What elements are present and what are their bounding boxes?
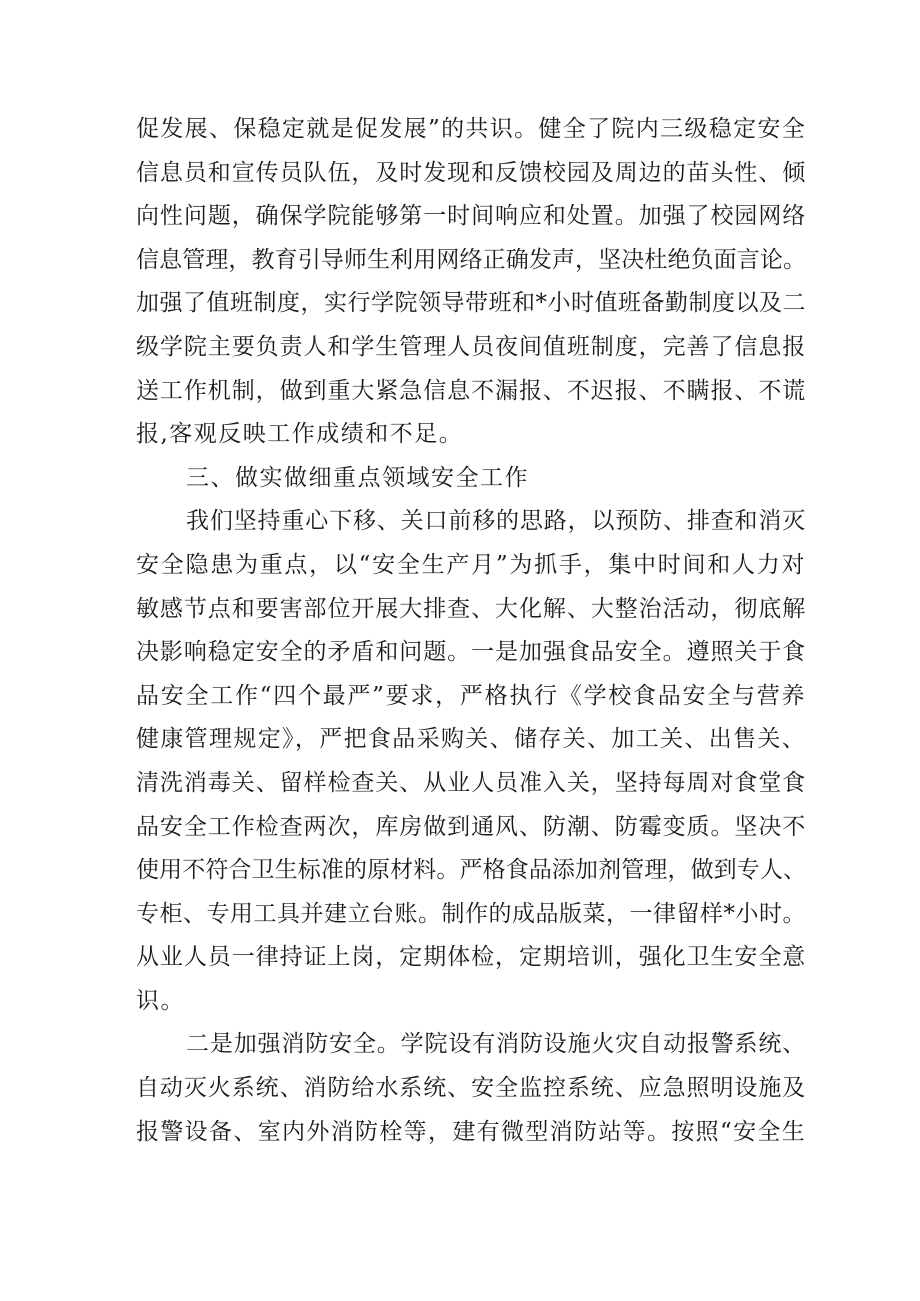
section-heading: 三、做实做细重点领域安全工作 bbox=[186, 464, 529, 491]
text-line: 二是加强消防安全。学院设有消防设施火灾自动报警系统、 bbox=[186, 1031, 806, 1058]
text-line: 送工作机制，做到重大紧急信息不漏报、不迟报、不瞒报、不谎 bbox=[136, 377, 806, 404]
text-line: 品安全工作“四个最严”要求，严格执行《学校食品安全与营养 bbox=[136, 682, 806, 709]
text-line: 决影响稳定安全的矛盾和问题。一是加强食品安全。遵照关于食 bbox=[136, 639, 806, 666]
text-line: 使用不符合卫生标准的原材料。严格食品添加剂管理，做到专人、 bbox=[136, 857, 806, 884]
text-line: 报,客观反映工作成绩和不足。 bbox=[136, 421, 464, 448]
text-line: 品安全工作检查两次，库房做到通风、防潮、防霉变质。坚决不 bbox=[136, 813, 806, 840]
text-line: 识。 bbox=[136, 987, 185, 1014]
text-line: 级学院主要负责人和学生管理人员夜间值班制度，完善了信息报 bbox=[136, 333, 806, 360]
text-line: 敏感节点和要害部位开展大排查、大化解、大整治活动，彻底解 bbox=[136, 595, 806, 622]
text-line: 报警设备、室内外消防栓等，建有微型消防站等。按照“安全生 bbox=[136, 1118, 806, 1145]
text-line: 安全隐患为重点，以“安全生产月”为抓手，集中时间和人力对 bbox=[136, 551, 806, 578]
text-line: 自动灭火系统、消防给水系统、安全监控系统、应急照明设施及 bbox=[136, 1075, 806, 1102]
text-line: 加强了值班制度，实行学院领导带班和*小时值班备勤制度以及二 bbox=[136, 290, 806, 317]
text-line: 健康管理规定》，严把食品采购关、储存关、加工关、出售关、 bbox=[136, 726, 806, 753]
text-line: 专柜、专用工具并建立台账。制作的成品版菜，一律留样*小时。 bbox=[136, 900, 806, 927]
document-body bbox=[136, 108, 806, 1154]
text-line: 信息员和宣传员队伍，及时发现和反馈校园及周边的苗头性、倾 bbox=[136, 159, 806, 186]
text-line: 清洗消毒关、留样检查关、从业人员准入关，坚持每周对食堂食 bbox=[136, 769, 806, 796]
text-line: 促发展、保稳定就是促发展”的共识。健全了院内三级稳定安全 bbox=[136, 116, 806, 142]
text-line: 向性问题，确保学院能够第一时间响应和处置。加强了校园网络 bbox=[136, 203, 806, 230]
text-line: 我们坚持重心下移、关口前移的思路，以预防、排查和消灭 bbox=[186, 508, 806, 535]
text-line: 从业人员一律持证上岗，定期体检，定期培训，强化卫生安全意 bbox=[136, 944, 806, 971]
text-line: 信息管理，教育引导师生利用网络正确发声，坚决杜绝负面言论。 bbox=[136, 246, 806, 273]
